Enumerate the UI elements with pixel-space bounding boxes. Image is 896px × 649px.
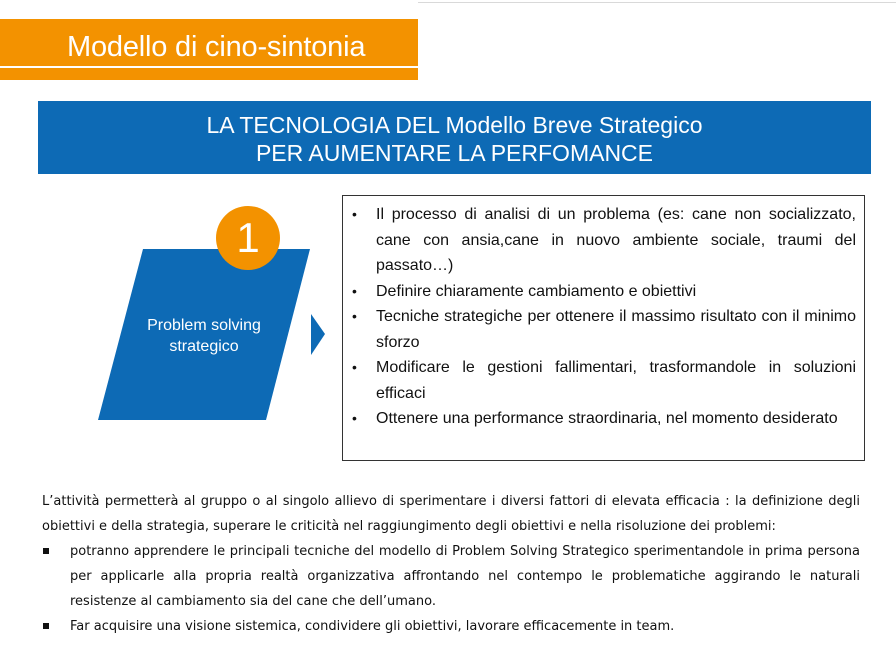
step-label <box>130 315 278 357</box>
description <box>42 489 860 639</box>
square-bullet-icon <box>43 623 49 629</box>
bullet-item: • Tecniche strategiche per ottenere il massimo risultato con il minimo sforzo <box>376 304 856 355</box>
step-label-line-2: strategico <box>169 338 239 355</box>
arrow-right-icon <box>311 314 325 355</box>
slide-title: Modello di cino-sintonia <box>67 31 366 63</box>
description-intro: L’attività permetterà al gruppo o al singolo allievo di sperimentare i diversi fattori di elevata efficacia : la definizione degli obiettivi e della strategia, superare le criticità nel raggiungimento degli obiettivi e nella risoluzione dei problemi: <box>42 494 860 534</box>
bullet-list <box>343 196 864 432</box>
description-list <box>42 539 860 639</box>
bullet-box <box>342 195 865 461</box>
description-item-text: potranno apprendere le principali tecniche del modello di Problem Solving Strategico sperimentandole in prima persona per applicarle alla propria realtà organizzativa affrontando nel contempo le problematiche aggirando le naturali resistenze al cambiamento sia del cane che dell’umano. <box>70 544 860 609</box>
bullet-item: • Definire chiaramente cambiamento e obiettivi <box>376 279 856 305</box>
step-label-line-1: Problem solving <box>147 317 261 334</box>
banner-line-2: PER AUMENTARE LA PERFOMANCE <box>255 140 654 166</box>
step-number: 1 <box>236 214 260 261</box>
description-item-text: Far acquisire una visione sistemica, condividere gli obiettivi, lavorare efficacemente in team. <box>70 619 675 634</box>
square-bullet-icon <box>43 548 49 554</box>
top-divider <box>418 2 896 3</box>
banner-line-1: LA TECNOLOGIA DEL Modello Breve Strategico <box>206 112 703 138</box>
title-underline <box>0 66 418 68</box>
bullet-item: • Il processo di analisi di un problema (es: cane non socializzato, cane con ansia,cane in nuovo ambiente sociale, traumi del passato…) <box>376 202 856 279</box>
banner <box>38 101 871 174</box>
bullet-item: • Ottenere una performance straordinaria, nel momento desiderato <box>376 406 856 432</box>
title-bar <box>0 19 418 80</box>
bullet-item: • Modificare le gestioni fallimentari, trasformandole in soluzioni efficaci <box>376 355 856 406</box>
description-item <box>70 614 860 639</box>
description-item <box>70 539 860 614</box>
